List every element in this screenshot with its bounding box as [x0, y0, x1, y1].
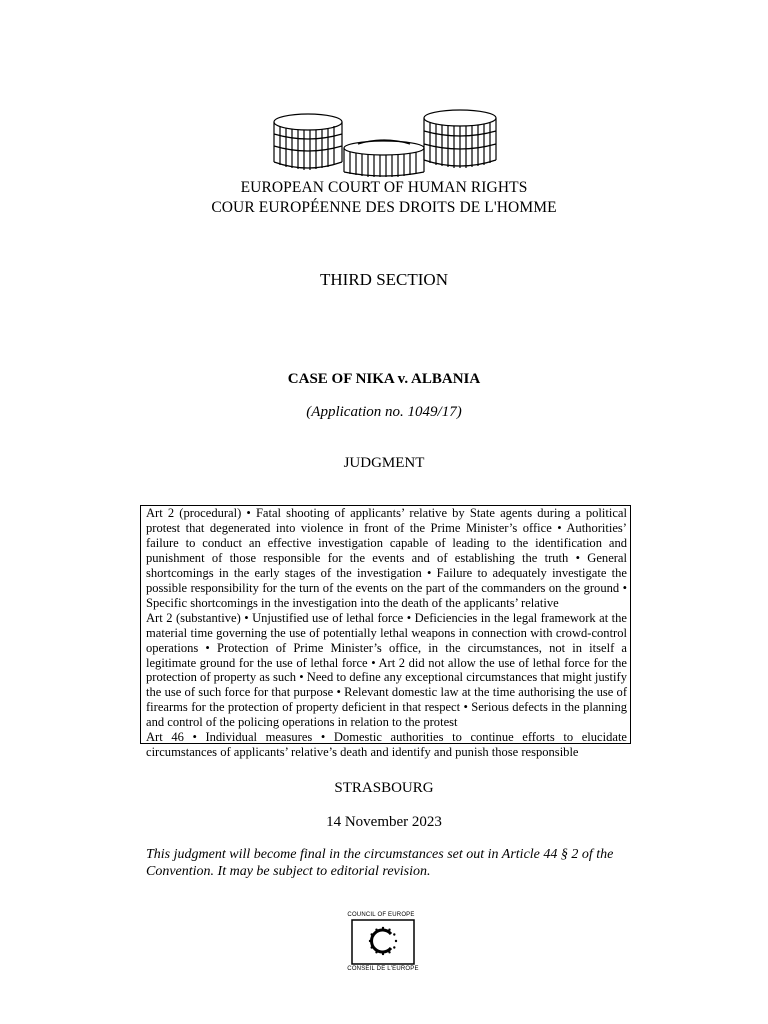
keywords-paragraph: Art 2 (substantive) • Unjustified use of lethal force • Deficiencies in the legal framework at the material time governing the use of potentially lethal weapons in connection with crowd-control operations • Protection of Prime Minister’s office, in the circumstances, not in itself a legitimate ground for the use of lethal force • Art 2 did not allow the use of lethal force for the protection of property as such • Need to define any exceptional circumstances that might justify the use of such force for that purpose • Relevant domestic law at the time authorising the use of firearms for the protection of property deficient in that respect • Serious defects in the planning and control of the policing operations in relation to the protest: [146, 610, 627, 730]
place: STRASBOURG: [334, 780, 434, 796]
section-title: THIRD SECTION: [320, 270, 448, 289]
court-name-french: COUR EUROPÉENNE DES DROITS DE L'HOMME: [211, 199, 557, 216]
court-name-english: EUROPEAN COURT OF HUMAN RIGHTS: [240, 179, 528, 196]
keywords-box: [140, 505, 631, 760]
coe-emblem-icon: [351, 919, 415, 965]
judgment-label: JUDGMENT: [343, 455, 425, 471]
keywords-paragraph: Art 46 • Individual measures • Domestic authorities to continue efforts to elucidate circumstances of applicants’ relative’s death and identify and punish those responsible: [146, 730, 627, 760]
keywords-paragraph: Art 2 (procedural) • Fatal shooting of applicants’ relative by State agents during a political protest that degenerated into violence in front of the Prime Minister’s office • Authorities’ failure to conduct an effective investigation capable of leading to the identification and punishment of those responsible for the events and of establishing the truth • General shortcomings in the early stages of the investigation • Failure to adequately investigate the possible responsibility for the turn of the events on the part of the commanders on the ground • Specific shortcomings in the investigation into the death of the applicants’ relative: [146, 506, 627, 610]
application-number: (Application no. 1049/17): [306, 404, 462, 420]
coe-logo-top-text: COUNCIL OF EUROPE: [347, 912, 415, 918]
court-building-logo: [232, 100, 536, 182]
council-of-europe-logo: [338, 912, 428, 980]
judgment-date: 14 November 2023: [326, 814, 442, 830]
coe-logo-bottom-text: CONSEIL DE L'EUROPE: [347, 966, 419, 972]
case-title: CASE OF NIKA v. ALBANIA: [287, 371, 481, 387]
finality-note: This judgment will become final in the circumstances set out in Article 44 § 2 of the Convention. It may be subject to editorial revision.: [146, 847, 614, 879]
